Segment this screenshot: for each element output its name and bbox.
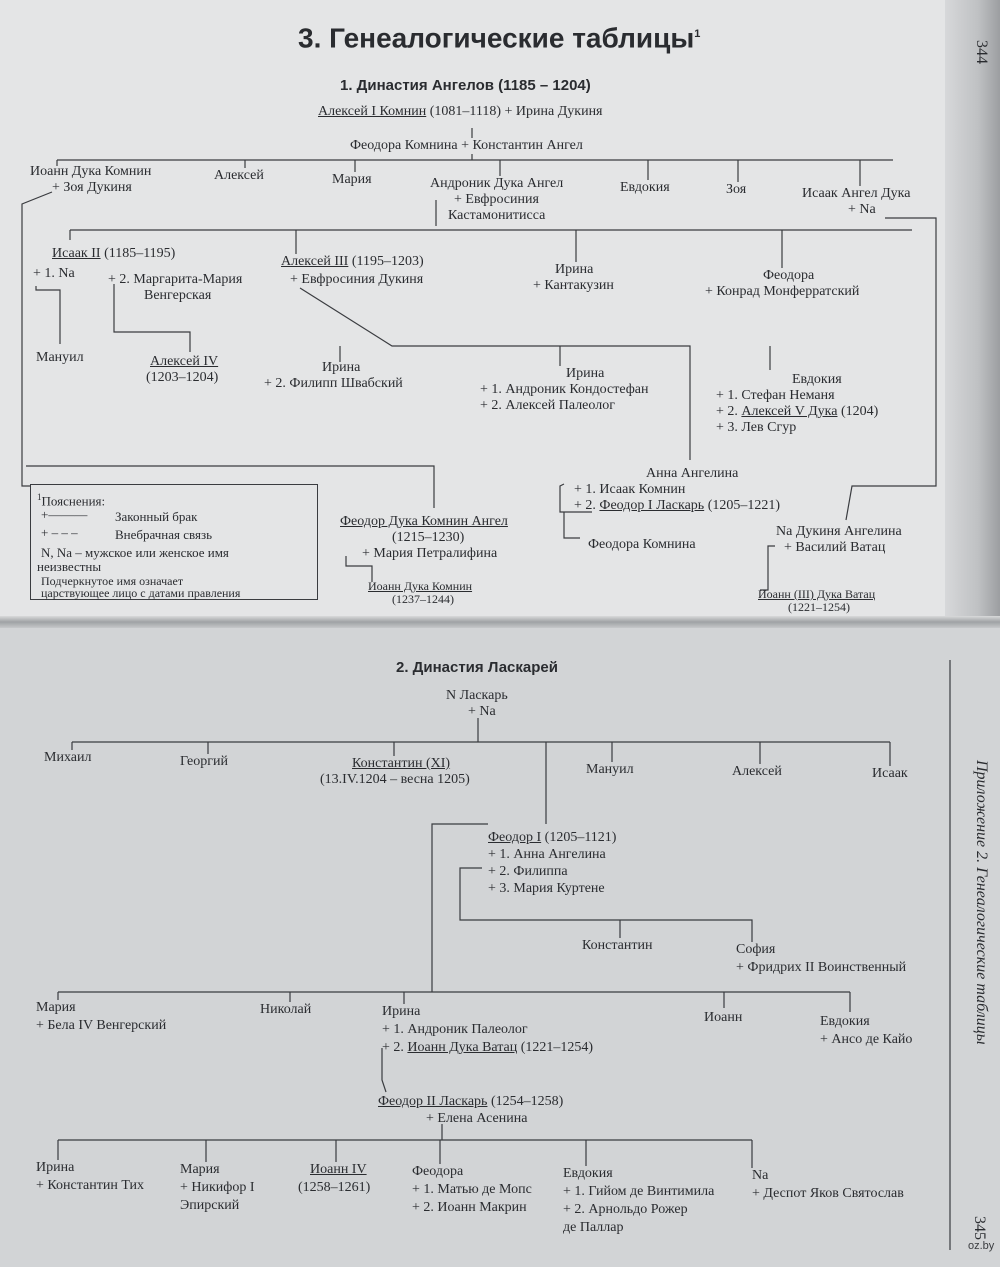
person-konstantin-xi: Константин (XI) (13.IV.1204 – весна 1205) bbox=[320, 756, 470, 787]
person-ioann-iii-vatatz: Иоанн (III) Дука Ватац (1221–1254) bbox=[758, 587, 876, 614]
child-evdokia: Евдокия + 1. Гийом де Винтимила + 2. Арнольдо Рожер де Паллар bbox=[563, 1166, 715, 1235]
person-feodora-komnina-2: Феодора Комнина bbox=[588, 537, 696, 552]
person-manuil-l: Мануил bbox=[586, 762, 634, 777]
child-na: Na + Деспот Яков Святослав bbox=[752, 1168, 904, 1201]
legend-illegitimate-label: Внебрачная связь bbox=[115, 527, 213, 542]
person-isaak-l: Исаак bbox=[872, 766, 908, 781]
page-number-344: 344 bbox=[973, 40, 990, 64]
person-ioann-l: Иоанн bbox=[704, 1010, 743, 1025]
main-title: 3. Генеалогические таблицы$^1$ bbox=[298, 22, 701, 54]
person-alexios-iii: Алексей III (1195–1203) bbox=[281, 254, 424, 269]
person-zoya: Зоя bbox=[726, 182, 747, 197]
legend-marriage-label: Законный брак bbox=[115, 509, 198, 524]
person-evdokia: Евдокия bbox=[620, 180, 670, 195]
alexios-iii-wife: + Евфросиния Дукиня bbox=[290, 272, 424, 287]
person-mikhail: Михаил bbox=[44, 750, 92, 765]
person-feodor-i: Феодор I (1205–1121) + 1. Анна Ангелина + 2. Филиппа + 3. Мария Куртене bbox=[488, 830, 617, 896]
person-feodora-konrad: Феодора + Конрад Монферратский bbox=[705, 268, 860, 299]
legend-underline-note-2: царствующее лицо с датами правления bbox=[41, 586, 241, 600]
person-aleksey-l: Алексей bbox=[732, 764, 782, 779]
person-ioann-duka-komnin: Иоанн Дука Комнин + Зоя Дукиня bbox=[30, 164, 152, 195]
person-aleksey: Алексей bbox=[214, 168, 264, 183]
person-alexios-iv: Алексей IV (1203–1204) bbox=[146, 354, 219, 385]
person-evdokia-l: Евдокия + Ансо де Кайо bbox=[820, 1014, 913, 1047]
person-irina-filipp: Ирина + 2. Филипп Швабский bbox=[264, 360, 403, 391]
page-number-345: 345 bbox=[971, 1216, 988, 1240]
person-irina-kondostefan: Ирина + 1. Андроник Кондостефан + 2. Алексей Палеолог bbox=[480, 366, 649, 413]
person-ioann-duka-komnin-2: Иоанн Дука Комнин (1237–1244) bbox=[368, 579, 473, 606]
legend-marriage-symbol: +——— bbox=[41, 507, 88, 522]
isaak-ii-wife-2: + 2. Маргарита-Мария Венгерская bbox=[108, 272, 243, 303]
person-isaak-ii: Исаак II (1185–1195) bbox=[52, 246, 176, 261]
person-maria: Мария bbox=[332, 172, 372, 187]
legend-underline-note: Подчеркнутое имя означает bbox=[41, 574, 184, 588]
person-maria-l: Мария + Бела IV Венгерский bbox=[36, 1000, 167, 1033]
person-konstantin: Константин bbox=[582, 938, 653, 953]
legend-illegitimate-symbol: + – – – bbox=[41, 525, 78, 540]
legend-unknown-name-2: неизвестны bbox=[37, 559, 102, 574]
person-sofia: София + Фридрих II Воинственный bbox=[736, 942, 907, 975]
person-irina-l: Ирина + 1. Андроник Палеолог + 2. Иоанн Дука Ватац (1221–1254) bbox=[382, 1004, 594, 1055]
person-evdokia-nemanya: Евдокия + 1. Стефан Неманя + 2. Алексей V Дука (1204) + 3. Лев Сгур bbox=[716, 372, 879, 435]
child-irina: Ирина + Константин Тих bbox=[36, 1160, 145, 1193]
person-na-dukinya: Na Дукиня Ангелина + Василий Ватац bbox=[776, 524, 902, 555]
person-feodor-duka: Феодор Дука Комнин Ангел (1215–1230) + Мария Петралифина bbox=[340, 514, 508, 561]
person-georgiy: Георгий bbox=[180, 754, 228, 769]
person-feodor-ii: Феодор II Ласкарь (1254–1258) + Елена Асенина bbox=[378, 1094, 564, 1126]
isaak-ii-wife-1: + 1. Na bbox=[33, 266, 75, 281]
section-title-laskaris: 2. Династия Ласкарей bbox=[396, 659, 558, 676]
watermark: oz.by bbox=[968, 1240, 995, 1252]
legend-title: $^1$Пояснения: bbox=[37, 492, 106, 509]
child-ioann-iv: Иоанн IV (1258–1261) bbox=[298, 1162, 371, 1195]
legend-unknown-name: N, Na – мужское или женское имя bbox=[41, 545, 229, 560]
person-alexios-i: Алексей I Комнин (1081–1118) + Ирина Дукиня bbox=[318, 104, 603, 119]
section-title-angelos: 1. Династия Ангелов (1185 – 1204) bbox=[340, 77, 591, 94]
running-head: Приложение 2. Генеалогические таблицы bbox=[973, 760, 990, 1045]
person-manuil: Мануил bbox=[36, 350, 84, 365]
person-irina-kantakuzin: Ирина + Кантакузин bbox=[533, 262, 614, 293]
person-feodora-komnina: Феодора Комнина + Константин Ангел bbox=[350, 138, 583, 153]
child-feodora: Феодора + 1. Матью де Мопс + 2. Иоанн Макрин bbox=[412, 1164, 532, 1215]
person-andronik: Андроник Дука Ангел + Евфросиния Кастамонитисса bbox=[430, 176, 564, 223]
child-maria: Мария + Никифор I Эпирский bbox=[180, 1162, 255, 1213]
person-nikolay: Николай bbox=[260, 1002, 312, 1017]
person-anna-angelina: Анна Ангелина + 1. Исаак Комнин + 2. Феодор I Ласкарь (1205–1221) bbox=[574, 466, 781, 513]
person-isaak-angel-duka: Исаак Ангел Дука + Na bbox=[802, 186, 911, 217]
person-n-laskar: N Ласкарь + Na bbox=[446, 688, 508, 719]
